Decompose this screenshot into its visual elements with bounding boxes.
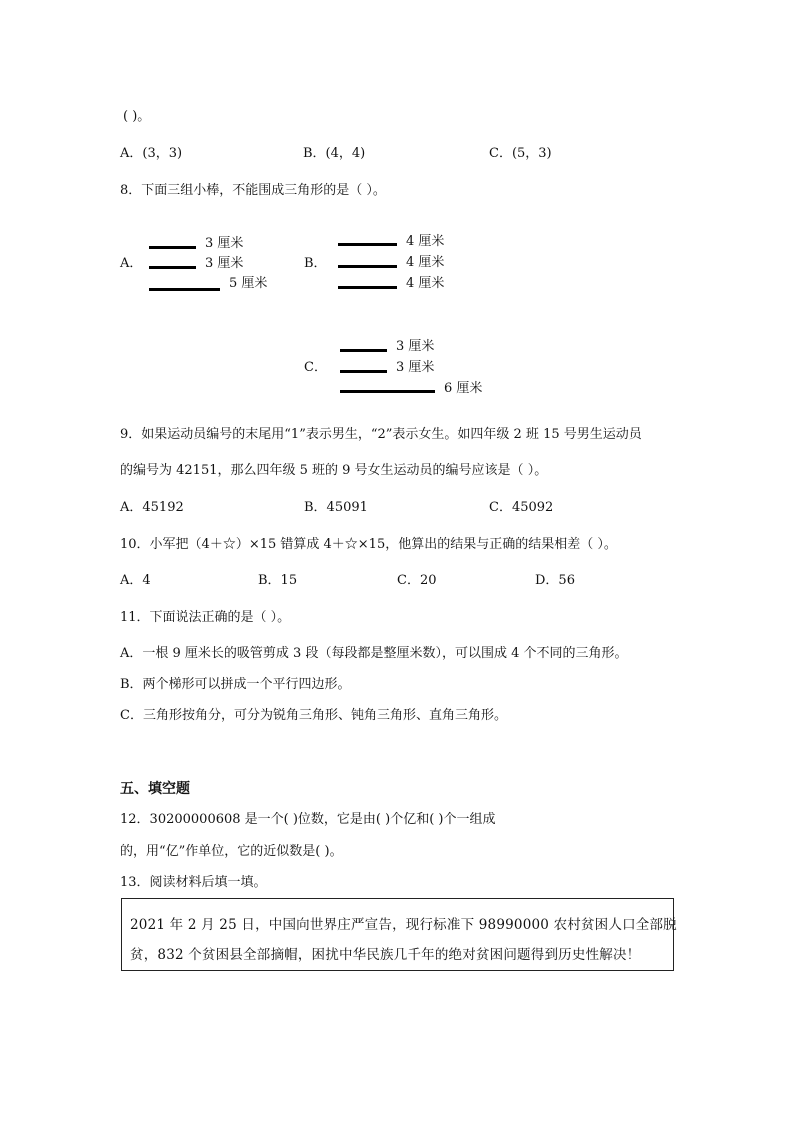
q8-a-stick-1-label: 3 厘米 — [205, 236, 244, 251]
q10-option-c: C．20 — [397, 573, 437, 588]
q9-stem-line1: 9．如果运动员编号的末尾用“1”表示男生，“2”表示女生。如四年级 2 班 15 号男生运动员 — [120, 427, 642, 442]
q7-option-b: B．(4，4) — [303, 146, 366, 161]
q9-stem-line2: 的编号为 42151，那么四年级 5 班的 9 号女生运动员的编号应该是（ ）。 — [120, 463, 548, 478]
q9-option-a: A．45192 — [120, 500, 184, 515]
q8-b-stick-3 — [338, 286, 397, 289]
q8-b-stick-1-label: 4 厘米 — [406, 234, 445, 249]
q8-c-stick-3-label: 6 厘米 — [444, 381, 483, 396]
q8-c-stick-3 — [340, 390, 435, 393]
q7-option-c: C．(5，3) — [489, 146, 552, 161]
q8-group-b-label: B． — [304, 256, 327, 271]
q7-option-a: A．(3，3) — [120, 146, 183, 161]
q12-stem-line1: 12．30200000608 是一个( )位数，它是由( )个亿和( )个一组成 — [120, 812, 496, 827]
q8-a-stick-2-label: 3 厘米 — [205, 256, 244, 271]
q8-c-stick-2-label: 3 厘米 — [396, 360, 435, 375]
q8-c-stick-1 — [340, 349, 387, 352]
q8-group-a-label: A． — [120, 256, 143, 271]
q9-option-b: B．45091 — [304, 500, 368, 515]
q11-stem: 11．下面说法正确的是（ ）。 — [120, 610, 291, 625]
q11-option-c: C．三角形按角分，可分为锐角三角形、钝角三角形、直角三角形。 — [120, 708, 507, 723]
q12-stem-line2: 的，用“亿”作单位，它的近似数是( )。 — [120, 844, 343, 859]
q10-option-d: D．56 — [535, 573, 575, 588]
q8-c-stick-2 — [340, 370, 387, 373]
q8-b-stick-3-label: 4 厘米 — [406, 276, 445, 291]
q11-option-a: A．一根 9 厘米长的吸管剪成 3 段（每段都是整厘米数），可以围成 4 个不同的三角形。 — [120, 646, 628, 661]
q8-b-stick-2 — [338, 265, 397, 268]
q10-stem: 10．小军把（4＋☆）×15 错算成 4＋☆×15，他算出的结果与正确的结果相差（ ）。 — [120, 537, 617, 552]
q10-option-a: A．4 — [120, 573, 151, 588]
q8-a-stick-1 — [149, 246, 196, 249]
q13-stem: 13．阅读材料后填一填。 — [120, 875, 267, 890]
q8-b-stick-2-label: 4 厘米 — [406, 255, 445, 270]
q10-option-b: B．15 — [258, 573, 298, 588]
q13-material-line2: 贫，832 个贫困县全部摘帽，困扰中华民族几千年的绝对贫困问题得到历史性解决！ — [130, 947, 641, 963]
q7-answer-blank: ( )。 — [123, 109, 151, 124]
q13-material-box — [121, 898, 677, 971]
q8-a-stick-3-label: 5 厘米 — [229, 276, 268, 291]
section-title: 五、填空题 — [120, 781, 190, 797]
q13-material-line1: 2021 年 2 月 25 日，中国向世界庄严宣告，现行标准下 98990000 农村贫困人口全部脱 — [130, 917, 677, 933]
q8-a-stick-2 — [149, 266, 196, 269]
q8-a-stick-3 — [149, 288, 220, 291]
q8-b-stick-1 — [338, 243, 397, 246]
q8-group-c-label: C． — [304, 360, 327, 375]
q8-stem: 8．下面三组小棒，不能围成三角形的是（ ）。 — [120, 183, 386, 198]
q8-c-stick-1-label: 3 厘米 — [396, 339, 435, 354]
q11-option-b: B．两个梯形可以拼成一个平行四边形。 — [120, 677, 351, 692]
q9-option-c: C．45092 — [489, 500, 554, 515]
